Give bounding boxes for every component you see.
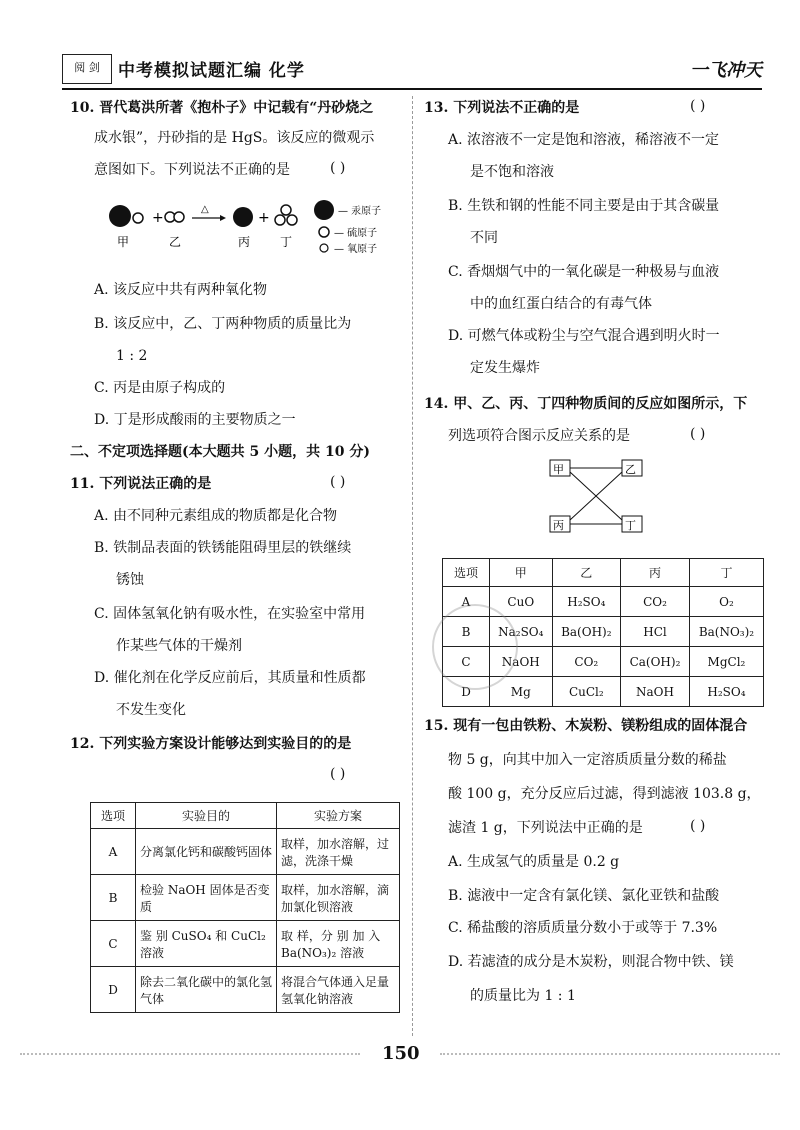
legend-sulfur: — 硫原子 bbox=[334, 228, 378, 239]
diagram-label-yi: 乙 bbox=[169, 235, 182, 249]
q15-line-3: 酸 100 g，充分反应后过滤，得到滤液 103.8 g， bbox=[448, 786, 761, 802]
q12-header-option: 选项 bbox=[91, 803, 136, 829]
page-number: 150 bbox=[382, 1043, 420, 1064]
table-row: C 鉴 别 CuSO₄ 和 CuCl₂ 溶液 取 样，分 别 加 入 Ba(NO₃)₂ 溶液 bbox=[91, 921, 400, 967]
q13-option-b: B. 生铁和钢的性能不同主要是由于其含碳量 bbox=[448, 198, 720, 214]
q10-option-b-cont: 1 : 2 bbox=[116, 348, 148, 364]
svg-text:+: + bbox=[258, 210, 270, 226]
q10-answer-paren: ( ) bbox=[330, 160, 346, 176]
q13-stem: 13. 下列说法不正确的是 bbox=[424, 100, 580, 116]
q12-header-purpose: 实验目的 bbox=[136, 803, 277, 829]
q12-answer-paren: ( ) bbox=[330, 766, 346, 782]
q11-option-d-cont: 不发生变化 bbox=[116, 702, 186, 718]
q13-option-c: C. 香烟烟气中的一氧化碳是一种极易与血液 bbox=[448, 264, 720, 280]
q14-table: 选项 甲 乙 丙 丁 A CuO H₂SO₄ CO₂ O₂ B Na₂SO₄ Ba(OH)₂ HCl Ba(NO₃)₂ C NaOH CO₂ Ca(OH)₂ MgCl₂ D Mg CuCl₂ NaOH H₂SO₄ bbox=[442, 558, 764, 707]
q10-line-1: 10. 晋代葛洪所著《抱朴子》中记载有“丹砂烧之 bbox=[70, 100, 374, 116]
box-jia: 甲 bbox=[553, 463, 564, 476]
header-title: 中考模拟试题汇编 化学 bbox=[118, 61, 305, 81]
q11-option-d: D. 催化剂在化学反应前后，其质量和性质都 bbox=[94, 670, 366, 686]
q12-table bbox=[90, 802, 400, 1013]
legend-oxygen: — 氧原子 bbox=[334, 244, 378, 255]
sulfur-atom-icon bbox=[133, 213, 143, 223]
table-row: B 检验 NaOH 固体是否变质 取样，加水溶解，滴加氯化钡溶液 bbox=[91, 875, 400, 921]
legend-mercury: — 汞原子 bbox=[338, 206, 382, 217]
box-yi: 乙 bbox=[625, 463, 636, 476]
table-row: C NaOH CO₂ Ca(OH)₂ MgCl₂ bbox=[443, 647, 764, 677]
header-badge: 阅 剑 bbox=[62, 54, 112, 84]
q11-option-b-cont: 锈蚀 bbox=[116, 572, 144, 588]
header-brand: 一飞冲天 bbox=[690, 60, 762, 81]
box-bing: 丙 bbox=[553, 519, 564, 532]
q13-option-a: A. 浓溶液不一定是饱和溶液，稀溶液不一定 bbox=[448, 132, 720, 148]
q13-option-c-cont: 中的血红蛋白结合的有毒气体 bbox=[470, 296, 652, 312]
q14-stem-2: 列选项符合图示反应关系的是 bbox=[448, 428, 630, 444]
table-row: D Mg CuCl₂ NaOH H₂SO₄ bbox=[443, 677, 764, 707]
q11-stem: 11. 下列说法正确的是 bbox=[70, 476, 212, 492]
q12-stem: 12. 下列实验方案设计能够达到实验目的的是 bbox=[70, 736, 352, 752]
q14-answer-paren: ( ) bbox=[690, 426, 706, 442]
q15-option-c: C. 稀盐酸的溶质质量分数小于或等于 7.3% bbox=[448, 920, 718, 936]
q15-option-b: B. 滤液中一定含有氯化镁、氯化亚铁和盐酸 bbox=[448, 888, 720, 904]
q14-relation-diagram bbox=[548, 456, 648, 536]
q10-option-a: A. 该反应中共有两种氧化物 bbox=[94, 282, 268, 298]
q13-option-d: D. 可燃气体或粉尘与空气混合遇到明火时一 bbox=[448, 328, 720, 344]
q10-line-2: 成水银”，丹砂指的是 HgS。该反应的微观示 bbox=[94, 130, 375, 146]
q15-line-1: 15. 现有一包由铁粉、木炭粉、镁粉组成的固体混合 bbox=[424, 718, 748, 734]
table-row: D 除去二氧化碳中的氯化氢气体 将混合气体通入足量氢氧化钠溶液 bbox=[91, 967, 400, 1013]
footer-dots-left bbox=[20, 1053, 360, 1055]
q10-option-b: B. 该反应中，乙、丁两种物质的质量比为 bbox=[94, 316, 352, 332]
footer-dots-right bbox=[440, 1053, 780, 1055]
q15-option-d-cont: 的质量比为 1 : 1 bbox=[470, 988, 576, 1004]
q13-option-a-cont: 是不饱和溶液 bbox=[470, 164, 554, 180]
table-row: A 分离氯化钙和碳酸钙固体 取样，加水溶解，过滤，洗涤干燥 bbox=[91, 829, 400, 875]
q11-option-c-cont: 作某些气体的干燥剂 bbox=[116, 638, 242, 654]
q13-option-d-cont: 定发生爆炸 bbox=[470, 360, 540, 376]
mercury-atom-icon bbox=[109, 205, 131, 227]
table-row: A CuO H₂SO₄ CO₂ O₂ bbox=[443, 587, 764, 617]
q15-line-4: 滤渣 1 g，下列说法中正确的是 bbox=[448, 820, 643, 836]
q15-option-d: D. 若滤渣的成分是木炭粉，则混合物中铁、镁 bbox=[448, 954, 734, 970]
header-rule bbox=[62, 88, 762, 90]
diagram-label-ding: 丁 bbox=[280, 235, 293, 249]
q12-header-plan: 实验方案 bbox=[277, 803, 400, 829]
q15-option-a: A. 生成氢气的质量是 0.2 g bbox=[448, 854, 620, 870]
q13-answer-paren: ( ) bbox=[690, 98, 706, 114]
q15-answer-paren: ( ) bbox=[690, 818, 706, 834]
q14-header-option: 选项 bbox=[443, 559, 490, 587]
diagram-label-jia: 甲 bbox=[117, 235, 130, 249]
q11-option-b: B. 铁制品表面的铁锈能阻碍里层的铁继续 bbox=[94, 540, 352, 556]
q11-option-a: A. 由不同种元素组成的物质都是化合物 bbox=[94, 508, 338, 524]
page-header bbox=[62, 52, 762, 86]
svg-text:+: + bbox=[152, 210, 164, 226]
q11-option-c: C. 固体氢氧化钠有吸水性，在实验室中常用 bbox=[94, 606, 366, 622]
stamp-mark bbox=[432, 604, 518, 690]
section-2-title: 二、不定项选择题(本大题共 5 小题，共 10 分) bbox=[70, 444, 370, 460]
column-divider bbox=[412, 96, 413, 1036]
reaction-condition: △ bbox=[201, 204, 209, 215]
q10-option-d: D. 丁是形成酸雨的主要物质之一 bbox=[94, 412, 296, 428]
q10-reaction-diagram bbox=[100, 196, 400, 256]
q15-line-2: 物 5 g，向其中加入一定溶质质量分数的稀盐 bbox=[448, 752, 727, 768]
table-row: B Na₂SO₄ Ba(OH)₂ HCl Ba(NO₃)₂ bbox=[443, 617, 764, 647]
q11-answer-paren: ( ) bbox=[330, 474, 346, 490]
diagram-label-bing: 丙 bbox=[238, 235, 251, 249]
q10-option-c: C. 丙是由原子构成的 bbox=[94, 380, 226, 396]
q14-stem-1: 14. 甲、乙、丙、丁四种物质间的反应如图所示，下 bbox=[424, 396, 748, 412]
q13-option-b-cont: 不同 bbox=[470, 230, 498, 246]
q10-line-3: 意图如下。下列说法不正确的是 bbox=[94, 162, 290, 178]
box-ding: 丁 bbox=[625, 519, 636, 532]
